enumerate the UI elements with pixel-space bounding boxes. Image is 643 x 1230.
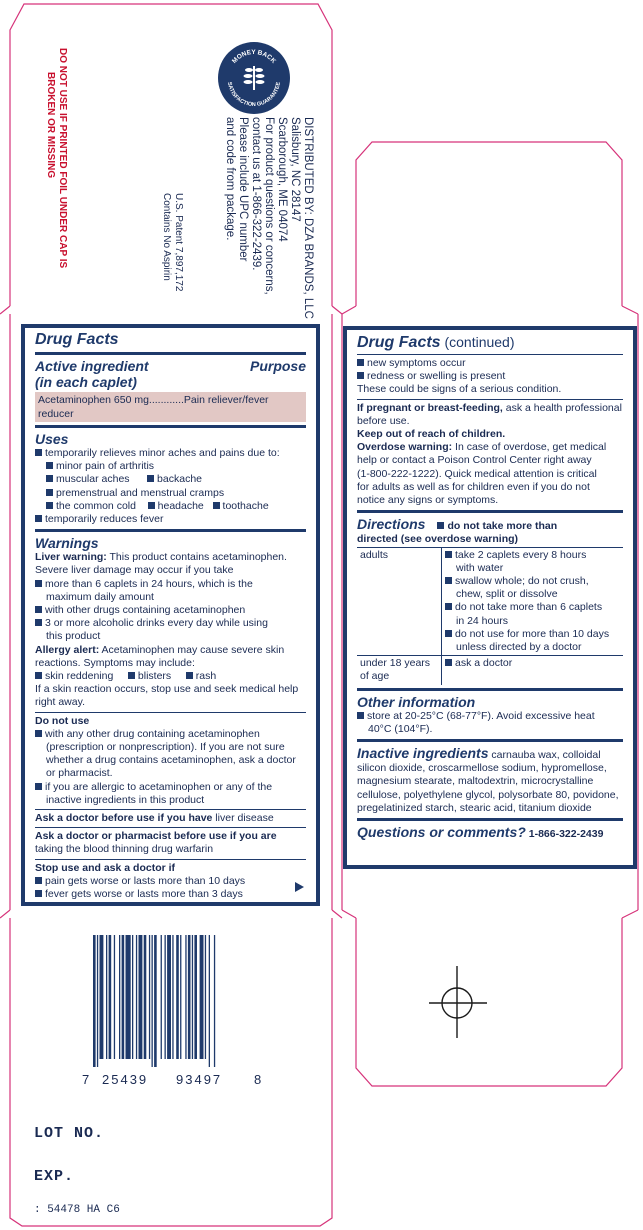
allergy-alert: Allergy alert: Acetaminophen may cause severe skin reactions. Symptoms may include: skin reddening blisters rash If a skin reaction occurs, stop use and seek medical help right away.	[35, 643, 299, 709]
patent-text: U.S. Patent 7,897,172 Contains No Aspirin	[161, 193, 184, 292]
barcode-bar	[139, 935, 143, 1059]
uses-heading: Uses	[35, 431, 69, 447]
directions-heading: Directions do not take more than	[357, 516, 558, 533]
barcode-bar	[97, 935, 98, 1067]
upc-barcode	[93, 935, 245, 1067]
barcode-bar	[114, 935, 115, 1059]
uses-list: temporarily relieves minor aches and pains due to: minor pain of arthritis muscular aches backache premenstrual and menstrual cramps the common cold headache toothache temporarily reduces fever	[35, 447, 306, 526]
barcode-digit-left: 7	[82, 1072, 90, 1087]
barcode-bar	[122, 935, 125, 1059]
barcode-bar	[109, 935, 112, 1059]
expiration-label: EXP.	[34, 1168, 75, 1185]
barcode-bar	[167, 935, 171, 1059]
other-info-heading: Other information	[357, 693, 476, 710]
barcode-digits-1: 25439	[102, 1072, 149, 1087]
barcode-bar	[165, 935, 166, 1059]
liver-warning: Liver warning: This product contains acetaminophen. Severe liver damage may occur if you take more than 6 caplets in 24 hours, which is the maximum daily amount with other drugs containing acetaminophen 3 or more alcoholic drinks every day while using this product	[35, 551, 287, 643]
inactive-ingredients: Inactive ingredients carnauba wax, colloidal silicon dioxide, croscarmellose sodium, hypromellose, magnesium stearate, maltodextrin, microcrystalline cellulose, polyethylene glycol, polysorbate 80, povidone, pregelatinized starch, stearic acid, titanium dioxide	[357, 745, 619, 814]
barcode-digits-2: 93497	[176, 1072, 223, 1087]
barcode-bar	[176, 935, 179, 1059]
drug-facts-continued-title: Drug Facts (continued)	[357, 334, 515, 351]
do-not-use: Do not use with any other drug containing acetaminophen (prescription or nonprescription). If you are not sure whether a drug contains acetaminophen, ask a doctor or pharmacist. if you are allergic to acetaminophen or any of the inactive ingredients in this product	[35, 714, 296, 806]
stop-use: Stop use and ask a doctor if pain gets worse or lasts more than 10 days fever gets worse or lasts more than 3 days	[35, 861, 246, 901]
barcode-bar	[188, 935, 191, 1059]
active-ingredient-row: Acetaminophen 650 mg............Pain reliever/fever reducer	[35, 392, 306, 422]
barcode-bar	[205, 935, 206, 1059]
seal-bottom-text: SATISFACTION GUARANTEE	[226, 81, 282, 109]
foil-warning: DO NOT USE IF PRINTED FOIL UNDER CAP IS BROKEN OR MISSING	[45, 48, 68, 269]
ask-doctor: Ask a doctor before use if you have liver disease	[35, 812, 274, 825]
barcode-bar	[180, 935, 181, 1059]
continued-stop-use: new symptoms occur redness or swelling is present These could be signs of a serious condition.	[357, 357, 562, 396]
leaf-icon	[218, 42, 290, 114]
barcode-bar	[136, 935, 137, 1059]
pregnancy-warning: If pregnant or breast-feeding, ask a health professional before use. Keep out of reach of children. Overdose warning: In case of overdose, get medical help or contact a Poison Control Center right away (1-800-222-1222). Quick medical attention is critical for adults as well as for children even if you do not notice any signs or symptoms.	[357, 401, 622, 507]
registration-mark	[429, 966, 487, 1038]
continue-arrow-icon	[295, 882, 304, 892]
barcode-bar	[194, 935, 197, 1059]
questions-line: Questions or comments? 1-866-322-2439	[357, 824, 604, 841]
money-back-seal	[218, 42, 290, 114]
barcode-bar	[106, 935, 107, 1059]
barcode-bar	[200, 935, 204, 1059]
barcode-bar	[209, 935, 210, 1067]
barcode-bar	[185, 935, 186, 1059]
svg-text:MONEY BACK	[231, 49, 277, 65]
distributor-text: DISTRIBUTED BY: DZA BRANDS, LLC Salisbury, NC 28147 Scarborough, ME 04074 For product questions or concerns, contact us at 1-866-322-2439. Please include UPC number and code from package.	[224, 117, 314, 319]
barcode-bar	[119, 935, 120, 1059]
barcode-digit-right: 8	[254, 1072, 262, 1087]
barcode-bar	[93, 935, 96, 1067]
warnings-heading: Warnings	[35, 535, 99, 552]
lot-number-label: LOT NO.	[34, 1125, 105, 1142]
barcode-bar	[161, 935, 162, 1059]
barcode-bar	[132, 935, 133, 1059]
barcode-bar	[100, 935, 104, 1059]
barcode-bar	[192, 935, 193, 1059]
active-ingredient-header: Active ingredient (in each caplet) Purpose	[35, 358, 306, 390]
barcode-bar	[126, 935, 131, 1059]
drug-facts-title: Drug Facts	[35, 331, 119, 348]
barcode-bar	[149, 935, 150, 1059]
barcode-bar	[172, 935, 173, 1059]
drug-facts-panel	[21, 324, 320, 906]
barcode-bar	[154, 935, 157, 1067]
other-info: store at 20-25°C (68-77°F). Avoid excessive heat 40°C (104°F).	[357, 710, 623, 736]
ask-pharmacist: Ask a doctor or pharmacist before use if you are taking the blood thinning drug warfarin	[35, 830, 277, 856]
barcode-bar	[152, 935, 153, 1067]
barcode-bar	[144, 935, 147, 1059]
drug-facts-continued-panel: Drug Facts (continued) new symptoms occur redness or swelling is present These could be signs of a serious condition. If pregnant or breast-feeding, ask a health professional before use. Keep out of reach of children. Overdose warning: In case of overdose, get medical help or contact a Poison Control Center right away (1-800-222-1222). Quick medical attention is critical for adults as well as for children even if you do not notice any signs or symptoms. Directions do not take more than directed (see overdose warning) adults take 2 caplets every 8 hours with water swallow whole; do not crush, chew, split or dissolve do not take more than 6 caplets in 24 hours do not use for more than 10 days unless directed by a doctor under 18 years of age ask a doctor Other information store at 20-25°C (68-77°F). Avoid excessive heat 40°C (104°F). Inactive ingredients carnauba wax, colloidal silicon dioxide, croscarmellose sodium, hypromellose, magnesium stearate, maltodextrin, microcrystalline cellulose, polyethylene glycol, polysorbate 80, povidone, pregelatinized starch, stearic acid, titanium dioxide Questions or comments? 1-866-322-2439	[343, 326, 637, 869]
barcode-bar	[214, 935, 215, 1067]
directions-table: adults take 2 caplets every 8 hours with water swallow whole; do not crush, chew, split or dissolve do not take more than 6 caplets in 24 hours do not use for more than 10 days unless directed by a doctor under 18 years of age ask a doctor	[357, 547, 623, 685]
seal-top-text: MONEY BACK	[230, 48, 278, 65]
package-code: : 54478 HA C6	[34, 1204, 120, 1216]
